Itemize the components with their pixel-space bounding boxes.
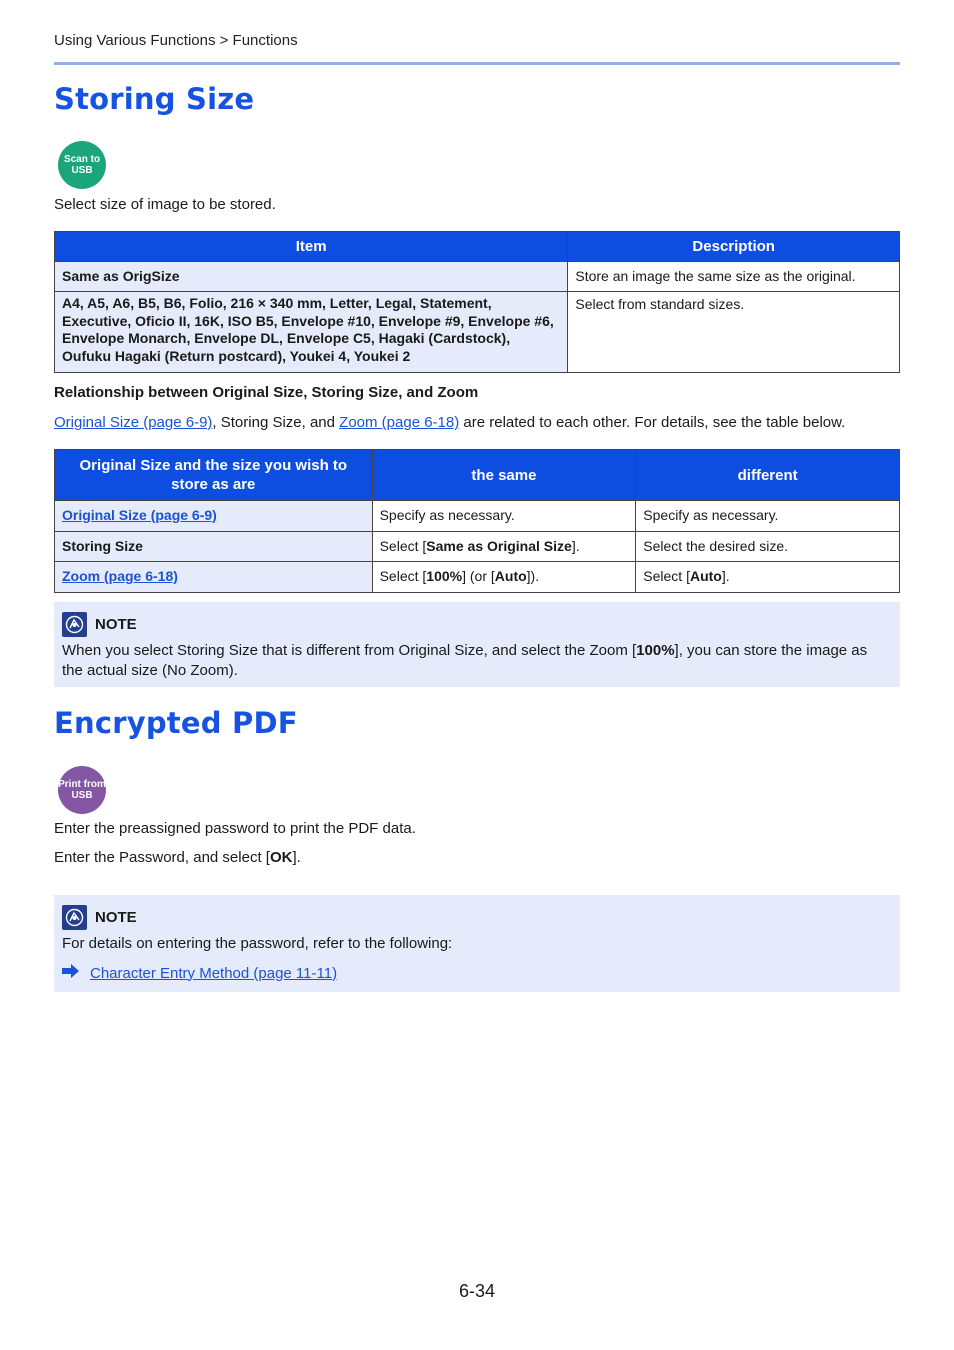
zoom-link[interactable]: Zoom (page 6-18)	[339, 414, 460, 431]
different-cell	[636, 562, 900, 593]
row-label-original-size	[55, 501, 373, 532]
table-row	[55, 562, 900, 593]
note-pre: When you select Storing Size that is different from Original Size, and select the Zoom [	[62, 642, 637, 659]
text-bold: 100%	[426, 568, 463, 584]
note-header	[62, 612, 892, 637]
item-cell: Same as OrigSize	[55, 262, 568, 292]
text-pre: Select [	[643, 568, 690, 584]
different-cell: Select the desired size.	[636, 532, 900, 562]
relationship-paragraph	[54, 414, 845, 431]
note-label: NOTE	[95, 616, 137, 633]
col-header-different: different	[636, 450, 900, 501]
note-icon	[62, 612, 87, 637]
description-cell: Select from standard sizes.	[568, 292, 900, 373]
same-cell	[372, 562, 636, 593]
text-pre: Select [	[379, 538, 427, 554]
note-header	[62, 905, 892, 930]
table-row	[55, 292, 900, 373]
text-post: ].	[571, 538, 580, 554]
text-bold: Same as Original Size	[426, 538, 572, 554]
text-bold: OK	[269, 849, 293, 866]
page-number: 6-34	[458, 1281, 496, 1301]
storing-size-intro: Select size of image to be stored.	[54, 196, 276, 213]
breadcrumb: Using Various Functions > Functions	[54, 32, 298, 49]
table-row	[55, 501, 900, 532]
badge-line2: USB	[71, 165, 93, 176]
text-bold: Auto	[494, 568, 527, 584]
table-row	[55, 532, 900, 562]
col-header-same: the same	[372, 450, 636, 501]
different-cell: Specify as necessary.	[636, 501, 900, 532]
badge-line1: Print from	[58, 779, 106, 790]
relationship-subheading: Relationship between Original Size, Storing Size, and Zoom	[54, 384, 479, 401]
scan-to-usb-badge	[58, 141, 106, 189]
storing-size-table	[54, 231, 900, 373]
text-post: ].	[721, 568, 730, 584]
reference-row	[62, 964, 892, 982]
note-text: For details on entering the password, refer to the following:	[62, 935, 453, 952]
text-bold: Auto	[689, 568, 722, 584]
col-header-description: Description	[568, 232, 900, 262]
note-box	[54, 895, 900, 992]
relation-tail-text: are related to each other. For details, see the table below.	[459, 414, 846, 431]
encrypted-pdf-para1: Enter the preassigned password to print the PDF data.	[54, 820, 416, 837]
same-cell: Specify as necessary.	[372, 501, 636, 532]
row-label-zoom	[55, 562, 373, 593]
note-icon	[62, 905, 87, 930]
relationship-table	[54, 449, 900, 593]
text-mid: ] (or [	[462, 568, 495, 584]
text-pre: Select [	[379, 568, 427, 584]
print-from-usb-badge	[58, 766, 106, 814]
note-bold: 100%	[636, 642, 675, 659]
original-size-table-link[interactable]: Original Size (page 6-9)	[62, 507, 217, 523]
original-size-link[interactable]: Original Size (page 6-9)	[54, 414, 213, 431]
character-entry-method-link[interactable]: Character Entry Method (page 11-11)	[90, 964, 338, 982]
zoom-table-link[interactable]: Zoom (page 6-18)	[62, 568, 178, 584]
header-rule	[54, 62, 900, 65]
item-cell: A4, A5, A6, B5, B6, Folio, 216 × 340 mm, Letter, Legal, Statement, Executive, Oficio II, 16K, ISO B5, Envelope #10, Envelope #9, Envelope #6, Envelope Monarch, Envelope DL, Envelope C5, Hagaki (Cardstock), Oufuku Hagaki (Return postcard), Youkei 4, Youkei 2	[55, 292, 568, 373]
relation-mid-text: , Storing Size, and	[212, 414, 340, 431]
section-title-storing-size: Storing Size	[54, 82, 255, 116]
section-title-encrypted-pdf: Encrypted PDF	[54, 706, 298, 740]
badge-line1: Scan to	[63, 154, 101, 165]
col-header-condition: Original Size and the size you wish to store as are	[55, 450, 373, 501]
col-header-item: Item	[55, 232, 568, 262]
badge-line2: USB	[71, 790, 93, 801]
same-cell	[372, 532, 636, 562]
text-post: ]).	[526, 568, 540, 584]
arrow-right-icon	[62, 964, 80, 982]
encrypted-pdf-para2	[54, 849, 301, 866]
description-cell: Store an image the same size as the original.	[568, 262, 900, 292]
row-label-storing-size: Storing Size	[55, 532, 373, 562]
table-row	[55, 262, 900, 292]
note-box	[54, 602, 900, 687]
note-post: ], you can store the image as the actual size (No Zoom).	[62, 642, 868, 679]
text-pre: Enter the Password, and select [	[54, 849, 270, 866]
note-label: NOTE	[95, 909, 137, 926]
text-post: ].	[292, 849, 301, 866]
note-text	[62, 641, 892, 681]
